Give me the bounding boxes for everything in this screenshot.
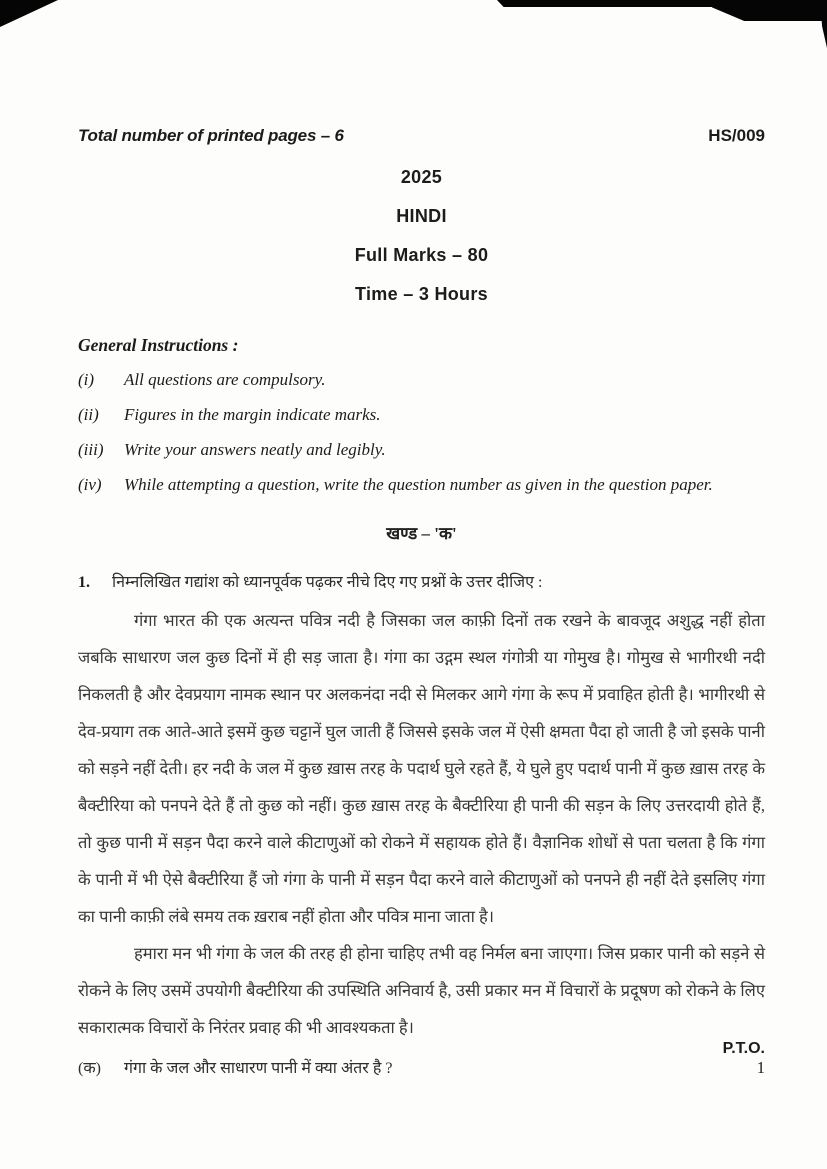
instruction-text: All questions are compulsory.	[124, 370, 326, 389]
instruction-number: (i)	[78, 370, 95, 389]
pto-label: P.T.O.	[722, 1040, 765, 1057]
instruction-item	[78, 439, 765, 461]
subject-title: HINDI	[396, 206, 447, 226]
question-1	[78, 571, 765, 595]
exam-year: 2025	[400, 167, 443, 187]
instruction-text: Figures in the margin indicate marks.	[124, 405, 381, 424]
instruction-text: Write your answers neatly and legibly.	[124, 440, 386, 459]
subquestion-ka	[78, 1049, 765, 1087]
instruction-text: While attempting a question, write the question number as given in the question paper.	[124, 475, 713, 494]
subquestion-text: गंगा के जल और साधारण पानी में क्या अंतर है ?	[124, 1060, 393, 1077]
subquestion-label: (क)	[78, 1060, 101, 1077]
instruction-item	[78, 474, 765, 496]
full-marks: Full Marks – 80	[354, 245, 489, 265]
instruction-number: (iv)	[78, 475, 102, 494]
time-allowed: Time – 3 Hours	[355, 284, 488, 304]
question-prompt: निम्नलिखित गद्यांश को ध्यानपूर्वक पढ़कर नीचे दिए गए प्रश्नों के उत्तर दीजिए :	[112, 574, 543, 591]
marks-value: 1	[756, 1058, 765, 1077]
instruction-item	[78, 404, 765, 426]
instruction-number: (iii)	[78, 440, 104, 459]
passage-paragraph: हमारा मन भी गंगा के जल की तरह ही होना चाहिए तभी वह निर्मल बना जाएगा। जिस प्रकार पानी को सड़ने से रोकने के लिए उसमें उपयोगी बैक्टीरिया की उपस्थिति अनिवार्य है, उसी प्रकार मन में विचारों के प्रदूषण को रोकने के लिए सकारात्मक विचारों के निरंतर प्रवाह की भी आवश्यकता है।	[78, 944, 765, 1037]
general-instructions-heading: General Instructions :	[78, 335, 239, 355]
title-block	[78, 167, 765, 305]
instruction-item	[78, 369, 765, 391]
passage-paragraph: गंगा भारत की एक अत्यन्त पवित्र नदी है जिसका जल काफ़ी दिनों तक रखने के बावजूद अशुद्ध नहीं होता जबकि साधारण जल कुछ दिनों में ही सड़ जाता है। गंगा का उद्गम स्थल गंगोत्री या गोमुख है। गोमुख से भागीरथी नदी निकलती है और देवप्रयाग नामक स्थान पर अलकनंदा नदी से मिलकर आगे गंगा के रूप में प्रवाहित होती है। भागीरथी से देव-प्रयाग तक आते-आते इसमें कुछ चट्टानें घुल जाती हैं जिससे इसके जल में ऐसी क्षमता पैदा हो जाती है जो इसके पानी को सड़ने नहीं देती। हर नदी के जल में कुछ ख़ास तरह के पदार्थ घुले रहते हैं, ये घुले हुए पदार्थ पानी में कुछ ख़ास तरह के बैक्टीरिया को पनपने देते हैं तो कुछ को नहीं। कुछ ख़ास तरह के बैक्टीरिया ही पानी की सड़न के लिए उत्तरदायी होते हैं, तो कुछ पानी में सड़न पैदा करने वाले कीटाणुओं को रोकने में सहायक होते हैं। वैज्ञानिक शोधों से पता चलता है कि गंगा के पानी में भी ऐसे बैक्टीरिया हैं जो गंगा के पानी में सड़न पैदा करने वाले कीटाणुओं को पनपने ही नहीं देते इसलिए गंगा का पानी काफ़ी लंबे समय तक ख़राब नहीं होता और पवित्र माना जाता है।	[78, 611, 765, 926]
question-number: 1.	[78, 574, 90, 591]
paper-code: HS/009	[708, 126, 765, 145]
instruction-number: (ii)	[78, 405, 99, 424]
reading-passage	[78, 602, 765, 1046]
page-header	[78, 126, 765, 146]
printed-pages-note: Total number of printed pages – 6	[78, 126, 344, 145]
section-heading: खण्ड – 'क'	[386, 524, 457, 543]
